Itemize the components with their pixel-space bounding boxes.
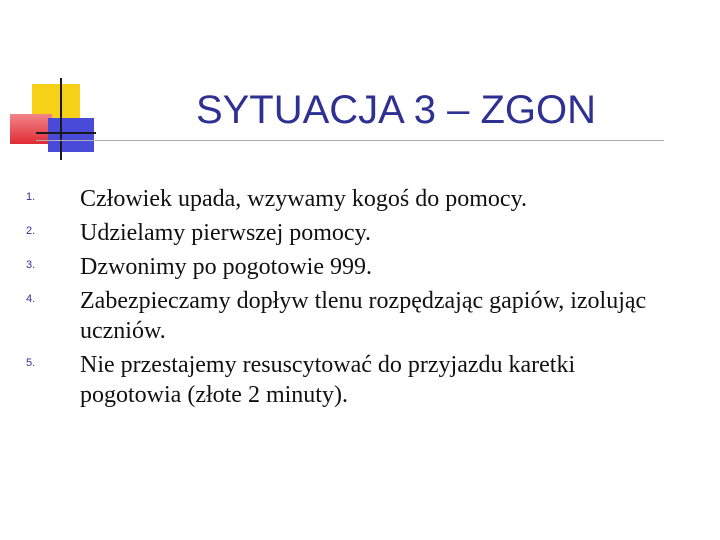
logo-blue-square (48, 118, 94, 152)
list-item-number: 3. (26, 259, 36, 271)
list-item-text: Dzwonimy po pogotowie 999. (80, 254, 372, 280)
slide-title: SYTUACJA 3 – ZGON (195, 88, 597, 132)
list-item (0, 214, 720, 248)
list-item-number: 4. (26, 293, 36, 305)
logo-vertical-line (60, 78, 62, 160)
list-item (0, 248, 720, 282)
list-item-number: 5. (26, 357, 36, 369)
list-item-number: 1. (26, 191, 36, 203)
numbered-list (0, 180, 720, 410)
list-item (0, 180, 720, 214)
list-item-text: Udzielamy pierwszej pomocy. (80, 220, 372, 246)
logo-horizontal-line (36, 132, 96, 134)
list-item-text: Zabezpieczamy dopływ tlenu rozpędzając gapiów, izolując uczniów. (80, 288, 647, 344)
list-item-text: Człowiek upada, wzywamy kogoś do pomocy. (80, 186, 528, 212)
list-item-number: 2. (26, 225, 36, 237)
decorative-logo (0, 0, 100, 170)
list-item (0, 346, 720, 410)
list-item-text: Nie przestajemy resuscytować do przyjazdu karetki pogotowia (złote 2 minuty). (80, 352, 576, 408)
title-underline (36, 140, 664, 141)
list-item (0, 282, 720, 346)
